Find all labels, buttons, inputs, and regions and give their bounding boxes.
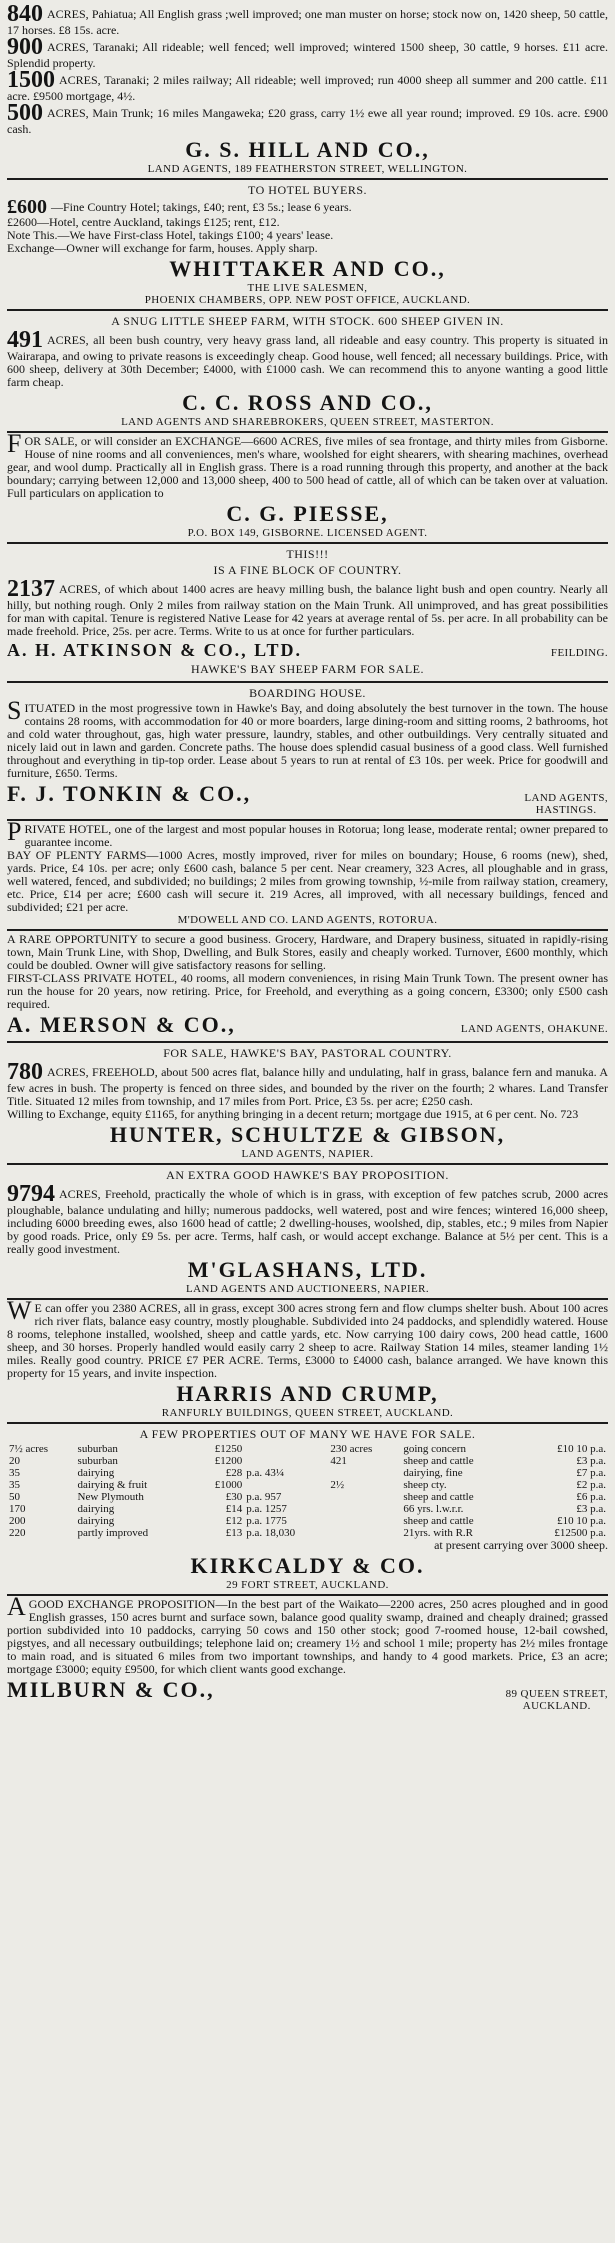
listing [7, 435, 608, 500]
table-cell: £1200 [214, 1455, 243, 1467]
drop-cap: F [7, 433, 22, 458]
firm-role: LAND AGENTS, OHAKUNE. [460, 1023, 608, 1035]
drop-cap: W [7, 1300, 32, 1325]
properties-table [7, 1443, 608, 1539]
ad-heading: TO HOTEL BUYERS. [248, 183, 367, 197]
firm-town: AUCKLAND. [522, 1700, 591, 1712]
table-cell: dairying, fine [403, 1467, 463, 1479]
ad-heading: THIS!!! [286, 547, 329, 561]
firm-address: LAND AGENTS, 189 FEATHERSTON STREET, WELLINGTON. [147, 163, 468, 175]
table-row [7, 1479, 608, 1491]
firm-role: LAND AGENTS, [524, 792, 608, 804]
listing-text: ACRES, Taranaki; All rideable; well fenced; well improved; wintered 1500 sheep, 30 cattle, 9 horses. £11 acre. Splendid property. [7, 40, 608, 70]
firm-address: 29 FORT STREET, AUCKLAND. [226, 1579, 389, 1591]
ad-mcglashans [7, 1165, 608, 1300]
firm-address: LAND AGENTS AND AUCTIONEERS, NAPIER. [186, 1283, 429, 1295]
firm-name: MILBURN & CO., [7, 1677, 215, 1702]
listing [7, 67, 608, 103]
ad-hunter-schultze-gibson [7, 1043, 608, 1165]
price: £600 [7, 196, 47, 218]
table-cell: £12500 p.a. [554, 1527, 606, 1539]
table-row [7, 1455, 608, 1467]
table-cell: partly improved [77, 1527, 149, 1539]
firm-name: F. J. TONKIN & CO., [7, 781, 252, 806]
firm-name: A. H. ATKINSON & CO., LTD. [7, 640, 303, 660]
ad-heading: A SNUG LITTLE SHEEP FARM, WITH STOCK. 600 SHEEP GIVEN IN. [111, 314, 504, 328]
table-cell: 35 [9, 1467, 20, 1479]
table-cell [328, 1491, 401, 1503]
listing: BAY OF PLENTY FARMS—1000 Acres, mostly improved, river for miles on boundary; House, 6 rooms (new), shed, yards. Price, £4 10s. per acre; only £600 cash, balance 5 per cent. Near creamery, 323 Acres, all ploughable and in grass, well watered, fenced, and subdivided; no buildings; 2 miles from growing township, ½-mile from railway station, creamery, etc. Price, £14 per acre; £600 cash will secure it. 219 Acres, all improved, with all necessary buildings, fenced and subdivided; £21 per acre. [7, 848, 608, 914]
ad-whittaker [7, 180, 608, 311]
table-cell: £3 p.a. [576, 1455, 606, 1467]
table-cell: 35 [9, 1479, 20, 1491]
ad-kirkcaldy [7, 1424, 608, 1596]
table-row [7, 1515, 608, 1527]
table-cell: £30 [225, 1491, 243, 1503]
table-cell: £13 [225, 1527, 243, 1539]
table-cell: suburban [77, 1455, 118, 1467]
table-row [7, 1443, 608, 1455]
firm-name: M'GLASHANS, LTD. [187, 1257, 428, 1282]
table-cell: £12 [225, 1515, 243, 1527]
firm-name: A. MERSON & CO., [7, 1012, 236, 1037]
table-cell: dairying [77, 1467, 115, 1479]
table-cell: p.a. 1775 [246, 1515, 287, 1527]
firm-name: C. G. PIESSE, [226, 501, 389, 526]
table-cell: p.a. 1257 [246, 1503, 287, 1515]
listing [7, 100, 608, 136]
table-row [7, 1503, 608, 1515]
listing [7, 1598, 608, 1676]
table-cell: £7 p.a. [576, 1467, 606, 1479]
ad-harris-crump [7, 1300, 608, 1424]
table-cell: £10 10 p.a. [557, 1515, 606, 1527]
table-cell: sheep and cattle [403, 1491, 474, 1503]
listing-text: E can offer you 2380 ACRES, all in grass, except 300 acres strong fern and flow clumps shelter bush. About 100 acres rich river flats, balance easy country, mostly ploughable. Subdivided into 24 paddocks, and splendidly watered. House 8 rooms, telephone installed, woolshed, sheep and cattle yards, etc. Now carrying 100 dairy cows, 200 head cattle, 1600 sheep, and 30 horses. Properly handled would easily carry 2 sheep to acre. Railway Station 14 miles, steamer landing 1½ miles. Really good country. PRICE £7 PER ACRE. Terms, £3000 to £4000 cash, balance arranged. We have known this property for 15 years, and invite inspection. [7, 1301, 608, 1380]
next-heading: HAWKE'S BAY SHEEP FARM FOR SALE. [190, 662, 424, 676]
listing-text: ACRES, Taranaki; 2 miles railway; All rideable; well improved; run 4000 sheep all summer and 200 cattle. £11 acre. £9500 mortgage, 4½. [7, 73, 608, 103]
firm-name: HARRIS AND CRUMP, [176, 1381, 439, 1406]
ad-heading: BOARDING HOUSE. [249, 686, 366, 700]
table-note: at present carrying over 3000 sheep. [434, 1538, 608, 1552]
reference-number: No. 723 [539, 1107, 579, 1121]
acreage: 500 [7, 100, 43, 126]
table-cell: p.a. 18,030 [246, 1527, 296, 1539]
firm-address: RANFURLY BUILDINGS, QUEEN STREET, AUCKLAND. [161, 1407, 454, 1419]
drop-cap: A [7, 1596, 26, 1621]
ad-merson [7, 931, 608, 1043]
table-cell: 230 acres [330, 1443, 373, 1455]
listing: A RARE OPPORTUNITY to secure a good business. Grocery, Hardware, and Drapery business, situated in rapidly-rising town, Main Trunk Line, with Shop, Dwelling, and Bulk Stores, easily and cheaply worked. Turnover, £600 monthly, which could be doubled. Owner will give satisfactory reasons for selling. [7, 932, 608, 972]
firm-town: HASTINGS. [535, 804, 597, 816]
listing-text: ACRES, Main Trunk; 16 miles Mangaweka; £20 grass, carry 1½ ewe all year round; improved. £9 10s. acre. £900 cash. [7, 106, 608, 136]
ad-tonkin [7, 683, 608, 821]
ad-mcdowell [7, 821, 608, 931]
firm-row [7, 1676, 608, 1712]
firm-name: KIRKCALDY & CO. [190, 1553, 425, 1578]
drop-cap: S [7, 696, 22, 725]
table-cell: sheep and cattle [403, 1515, 474, 1527]
table-cell: 21yrs. with R.R [403, 1527, 474, 1539]
table-cell [328, 1527, 401, 1539]
acreage: 1500 [7, 67, 55, 93]
table-cell: £2 p.a. [576, 1479, 606, 1491]
table-cell: sheep and cattle [403, 1455, 474, 1467]
table-cell [244, 1455, 328, 1467]
drop-cap: P [7, 821, 22, 846]
table-cell [328, 1515, 401, 1527]
table-cell [244, 1479, 328, 1491]
table-cell: p.a. 43¼ [246, 1467, 285, 1479]
listing: Note This.—We have First-class Hotel, takings £100; 4 years' lease. [7, 228, 334, 242]
listing [7, 1302, 608, 1380]
table-cell: suburban [77, 1443, 118, 1455]
table-cell [328, 1467, 401, 1479]
table-cell: 200 [9, 1515, 26, 1527]
table-row [7, 1467, 608, 1479]
acreage: 900 [7, 34, 43, 60]
firm-row [7, 780, 608, 816]
firm-row [7, 638, 608, 661]
acreage: 840 [7, 2, 43, 27]
table-cell: 2½ [330, 1479, 345, 1491]
listing [7, 696, 608, 780]
table-cell: dairying & fruit [77, 1479, 148, 1491]
table-cell: £10 10 p.a. [557, 1443, 606, 1455]
firm-address: LAND AGENTS AND SHAREBROKERS, QUEEN STREET, MASTERTON. [121, 416, 494, 428]
listing-text: RIVATE HOTEL, one of the largest and most popular houses in Rotorua; long lease, moderate rental; owner prepared to guarantee income. [24, 822, 608, 849]
firm-row [7, 1011, 608, 1038]
firm-name: WHITTAKER AND CO., [169, 256, 446, 281]
ad-heading: FOR SALE, HAWKE'S BAY, PASTORAL COUNTRY. [163, 1046, 452, 1060]
table-cell: £6 p.a. [576, 1491, 606, 1503]
table-cell: £28 [225, 1467, 243, 1479]
listing [7, 327, 608, 389]
ad-gs-hill [7, 2, 608, 180]
table-cell: 20 [9, 1455, 20, 1467]
listing-text: Willing to Exchange, equity £1165, for anything bringing in a decent return; mortgage due 1915, at 6 per cent. [7, 1107, 537, 1121]
acreage: 2137 [7, 576, 55, 602]
table-cell: 421 [330, 1455, 347, 1467]
ad-heading: A FEW PROPERTIES OUT OF MANY WE HAVE FOR SALE. [139, 1427, 476, 1441]
listing-text: ACRES, Freehold, practically the whole of which is in grass, with exception of few patches scrub, 2000 acres ploughable, balance undulating and hilly; numerous paddocks, well watered, post and wire fences; wintered 16,000 sheep, including 6000 breeding ewes, also 1600 head of cattle; 2 dwelling-houses, woolshed, dip, stables, etc.; 9 miles from Napier by good roads. Price, only £9 5s. per acre. Terms, half cash, or would accept exchange. Balance at 5½ per cent. This is a really good investment. [7, 1187, 608, 1256]
listing-text: —Fine Country Hotel; takings, £40; rent, £3 5s.; lease 6 years. [51, 200, 352, 214]
listing [7, 196, 608, 218]
listing: FIRST-CLASS PRIVATE HOTEL, 40 rooms, all modern conveniences, in rising Main Trunk Town. The present owner has run the house for 20 years, now retiring. Price, for Freehold, and everything as a going concern, £3300; only £500 cash required. [7, 971, 608, 1011]
table-cell: 66 yrs. l.w.r.r. [403, 1503, 464, 1515]
listing [7, 576, 608, 638]
firm-address: P.O. BOX 149, GISBORNE. LICENSED AGENT. [187, 527, 428, 539]
listing [7, 1059, 608, 1108]
listing-text: ACRES, FREEHOLD, about 500 acres flat, balance hilly and undulating, half in grass, balance fern and manuka. A few acres in bush. The property is fenced on three sides, and bounded by the river on the fourth; 2 whares. Land Transfer Title. Situated 12 miles from township, and 17 miles from Port. Price, £3 5s. per acre; £250 cash. [7, 1065, 608, 1108]
firm-address: PHOENIX CHAMBERS, OPP. NEW POST OFFICE, AUCKLAND. [144, 294, 471, 306]
firm-meta [506, 1688, 608, 1712]
table-cell: 7½ acres [9, 1443, 49, 1455]
listing-text: ITUATED in the most progressive town in Hawke's Bay, and doing absolutely the best turnover in the town. The house contains 28 rooms, with accommodation for 40 or more boarders, large dining-room and sitting rooms, 2 bathrooms, hot and cold water throughout, gas, high water pressure, laundry, stables, and other outbuildings. Very centrally situated and nicely laid out in lawn and garden. Concrete paths. The house does splendid casual business of a good class. Well furnished throughout and everything in tip-top order. Lease about 5 years to run at rental of £3 10s. per week. Price for goodwill and furniture, £650. Terms. [7, 701, 608, 780]
firm-footer: M'DOWELL AND CO. LAND AGENTS, ROTORUA. [177, 914, 438, 926]
firm-meta [524, 792, 608, 816]
acreage: 491 [7, 327, 43, 353]
listing [7, 1181, 608, 1256]
table-cell: £1250 [214, 1443, 243, 1455]
table-cell: 50 [9, 1491, 20, 1503]
firm-address: 89 QUEEN STREET, [505, 1688, 608, 1700]
table-cell: £3 p.a. [576, 1503, 606, 1515]
table-cell: dairying [77, 1515, 115, 1527]
ad-piesse [7, 433, 608, 544]
properties-table-body [7, 1443, 608, 1539]
ad-atkinson [7, 544, 608, 683]
table-row [7, 1491, 608, 1503]
listing-text: GOOD EXCHANGE PROPOSITION—In the best part of the Waikato—2200 acres, 250 acres ploughed and in good English grasses, 150 acres burnt and surface sown, balance good quality swamp, drained and cheaply drained; grassed portion subdivided into 10 paddocks, carrying 50 cows and 150 other stock; good 7-roomed house, 12-bail cowshed, pigstyes, and all necessary outbuildings; telephone laid on; creamery 1½ and school 1 mile; property has 2½ miles frontage to main road, and is situated 6 miles from two important townships, and handy to 4 good markets. Price, £3 an acre; mortgage £3000; equity £9500, for which client wants good exchange. [7, 1597, 608, 1676]
table-cell: p.a. 957 [246, 1491, 282, 1503]
table-cell: New Plymouth [77, 1491, 144, 1503]
listing-text: OR SALE, or will consider an EXCHANGE—6600 ACRES, five miles of sea frontage, and thirty miles from Gisborne. House of nine rooms and all conveniences, men's whare, woolshed for eight shearers, with shearing machines, overhead gear, and wool dump. Practically all in English grass. There is a road running through this property, and another at the back boundary; carrying between 12,000 and 13,000 sheep, 400 to 500 head of cattle, all of which can be taken over at valuation. Full particulars on application to [7, 434, 608, 500]
firm-name: C. C. ROSS AND CO., [182, 390, 433, 415]
firm-tagline: THE LIVE SALESMEN, [247, 282, 368, 294]
listing [7, 4, 608, 37]
listing: Exchange—Owner will exchange for farm, houses. Apply sharp. [7, 241, 318, 255]
table-cell [244, 1443, 328, 1455]
ad-subheading: IS A FINE BLOCK OF COUNTRY. [213, 563, 402, 577]
listing [7, 823, 608, 849]
table-cell: dairying [77, 1503, 115, 1515]
listing-text: ACRES, Pahiatua; All English grass ;well improved; one man muster on horse; stock now on, 1420 sheep, 50 cattle, 17 horses. £8 15s. acre. [7, 7, 608, 37]
ad-cc-ross [7, 311, 608, 433]
table-cell [328, 1503, 401, 1515]
acreage: 780 [7, 1059, 43, 1085]
table-cell: sheep cty. [403, 1479, 447, 1491]
acreage: 9794 [7, 1181, 55, 1207]
table-cell: £1000 [214, 1479, 243, 1491]
listing [7, 34, 608, 70]
firm-address: LAND AGENTS, NAPIER. [241, 1148, 374, 1160]
listing-text: ACRES, all been bush country, very heavy grass land, all rideable and easy country. This property is situated in Wairarapa, and owing to private reasons is exceedingly cheap. Good house, well fenced; all necessary buildings. Price, with 600 sheep, delivery at 30th December; £4000, with £1000 cash. We can recommend this to anyone wanting a good little farm cheap. [7, 333, 608, 389]
table-cell: going concern [403, 1443, 466, 1455]
listing: £2600—Hotel, centre Auckland, takings £125; rent, £12. [7, 215, 280, 229]
firm-name: G. S. HILL AND CO., [185, 137, 430, 162]
firm-name: HUNTER, SCHULTZE & GIBSON, [109, 1122, 506, 1147]
ad-heading: AN EXTRA GOOD HAWKE'S BAY PROPOSITION. [166, 1168, 449, 1182]
listing-text: ACRES, of which about 1400 acres are heavy milling bush, the balance light bush and open country. Nearly all hilly, but nothing rough. Only 2 miles from railway station on the Main Trunk. All unimproved, and has great possibilities for man with capital. Tenure is registered Native Lease for 42 years at average rental of 5s. per acre. In all probability can be made freehold. Price, 25s. per acre. Terms. Write to us at once for further particulars. [7, 582, 608, 638]
firm-town: FEILDING. [550, 647, 608, 659]
table-cell: 170 [9, 1503, 26, 1515]
table-cell: 220 [9, 1527, 26, 1539]
ad-milburn [7, 1596, 608, 1715]
listing [7, 1108, 608, 1121]
table-cell: £14 [225, 1503, 243, 1515]
